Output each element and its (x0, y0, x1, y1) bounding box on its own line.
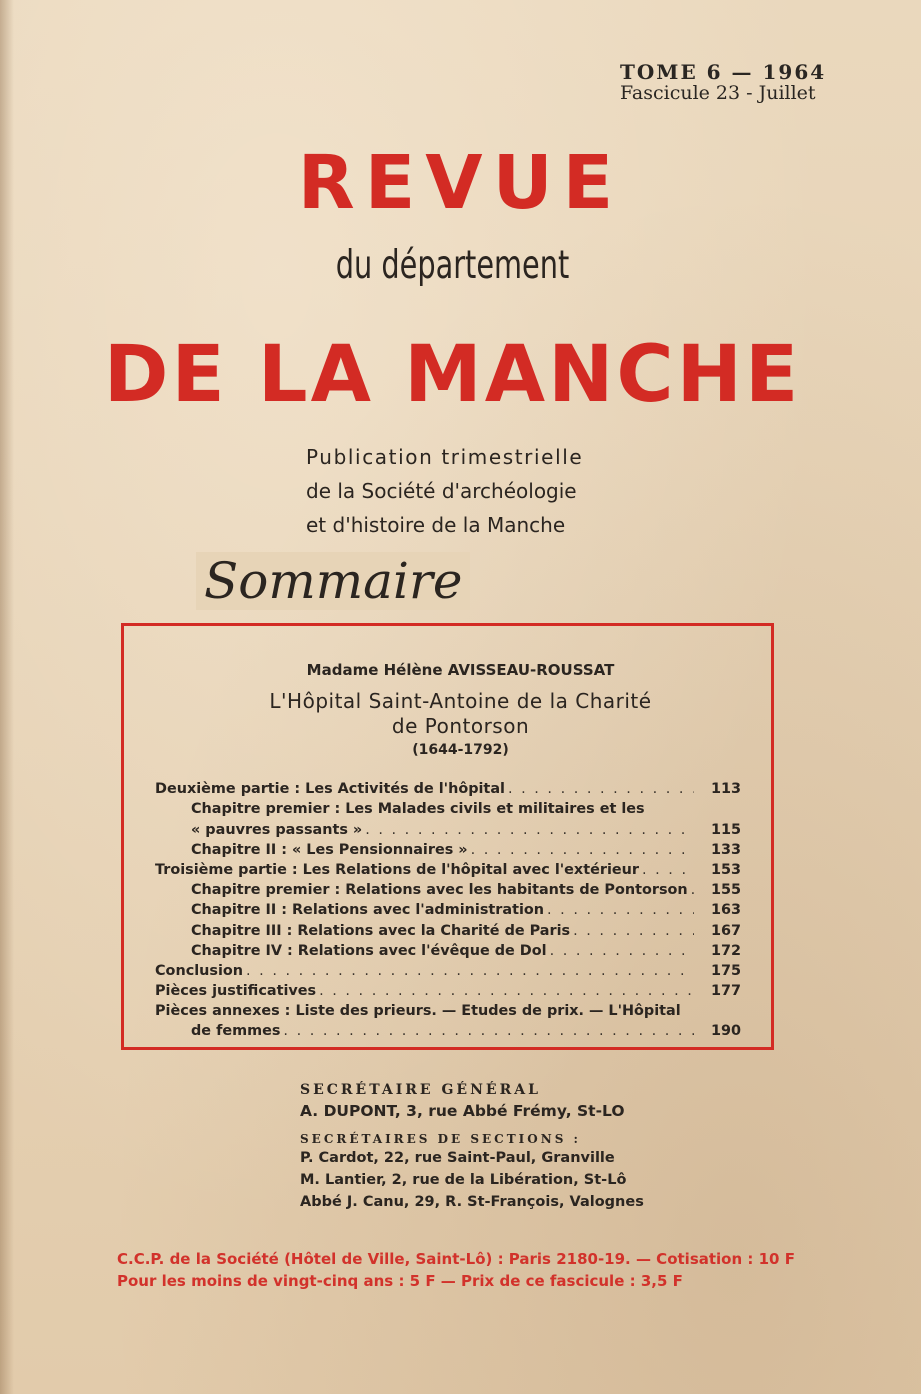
toc-leader-dots (319, 983, 694, 999)
toc-entry-text: Pièces annexes : Liste des prieurs. — Etudes de prix. — L'Hôpital (155, 1003, 681, 1020)
toc-page-number: 115 (710, 821, 741, 838)
toc-page-number: 155 (710, 882, 741, 899)
article-title-line: de Pontorson (391, 714, 530, 738)
toc-leader-dots (471, 842, 694, 858)
toc-entry-text: Troisième partie : Les Relations de l'hôpital avec l'extérieur (155, 861, 639, 878)
toc-leader-dots (283, 1023, 694, 1039)
toc-entry (155, 777, 741, 797)
title-revue: REVUE (297, 140, 624, 226)
toc-entry-text: de femmes (191, 1023, 281, 1040)
footer-ccp: C.C.P. de la Société (Hôtel de Ville, Saint-Lô) : Paris 2180-19. — Cotisation : 10 F (117, 1250, 795, 1268)
toc-entry-text: Chapitre premier : Relations avec les habitants de Pontorson (191, 882, 688, 899)
toc-page-number: 177 (710, 983, 741, 1000)
toc-entry (155, 858, 741, 878)
toc-leader-dots (365, 822, 694, 838)
fascicule: Fascicule 23 - Juillet (620, 82, 816, 104)
toc-page-number: 167 (710, 922, 741, 939)
toc-page-number: 175 (710, 962, 741, 979)
toc-entry (155, 1019, 741, 1039)
article-dates: (1644-1792) (412, 742, 509, 758)
toc-leader-dots (642, 862, 694, 878)
toc-entry-text: Chapitre IV : Relations avec l'évêque de Dol (191, 942, 547, 959)
footer-prices: Pour les moins de vingt-cinq ans : 5 F — Prix de ce fascicule : 3,5 F (117, 1272, 683, 1290)
secretariat (300, 1082, 644, 1210)
toc-entry-text: Pièces justificatives (155, 983, 317, 1000)
toc-entry-text: Deuxième partie : Les Activités de l'hôpital (155, 781, 505, 798)
toc-entry (155, 918, 741, 938)
publication-description (306, 440, 583, 542)
toc-entry-text: « pauvres passants » (191, 821, 363, 838)
sommaire-heading: Sommaire (196, 552, 470, 610)
section-secretary: M. Lantier, 2, rue de la Libération, St-Lô (300, 1172, 627, 1188)
toc-entry-text: Chapitre III : Relations avec la Charité de Paris (191, 922, 571, 939)
toc-entry-text: Chapitre premier : Les Malades civils et militaires et les (191, 801, 645, 818)
toc-entry (155, 959, 741, 979)
secretaire-general: A. DUPONT, 3, rue Abbé Frémy, St-LO (300, 1102, 625, 1120)
title-du-departement: du département (335, 243, 570, 288)
toc-entry (155, 939, 741, 959)
toc-entry (155, 979, 741, 999)
toc-entry-text: Chapitre II : « Les Pensionnaires » (191, 841, 468, 858)
toc-page-number: 172 (710, 942, 741, 959)
article-title (0, 689, 921, 739)
toc-entry (155, 838, 741, 858)
publication-line: et d'histoire de la Manche (306, 513, 566, 537)
toc-entry (155, 797, 741, 817)
toc-page-number: 163 (710, 902, 741, 919)
section-secretary: P. Cardot, 22, rue Saint-Paul, Granville (300, 1150, 615, 1166)
article-title-line: L'Hôpital Saint-Antoine de la Charité (269, 689, 652, 713)
title-de-la-manche: DE LA MANCHE (103, 330, 802, 420)
toc-entry (155, 898, 741, 918)
toc-page-number: 153 (710, 861, 741, 878)
issue-info (620, 60, 840, 104)
secretaire-general-heading: SECRÉTAIRE GÉNÉRAL (300, 1082, 541, 1098)
toc-entry (155, 878, 741, 898)
toc-page-number: 133 (710, 841, 741, 858)
toc-leader-dots (573, 923, 694, 939)
tome-year: TOME 6 — 1964 (620, 60, 827, 84)
toc-entry-text: Conclusion (155, 962, 244, 979)
toc-page-number: 190 (710, 1023, 741, 1040)
table-of-contents (155, 777, 741, 1039)
toc-page-number: 113 (710, 781, 741, 798)
toc-leader-dots (547, 902, 694, 918)
publication-line: de la Société d'archéologie (306, 479, 577, 503)
secretaires-sections-heading: SECRÉTAIRES DE SECTIONS : (300, 1132, 581, 1146)
toc-leader-dots (508, 781, 694, 797)
toc-leader-dots (550, 943, 694, 959)
toc-entry (155, 817, 741, 837)
footer-info (117, 1248, 795, 1292)
publication-line: Publication trimestrielle (306, 445, 584, 469)
article-author: Madame Hélène AVISSEAU-ROUSSAT (306, 661, 615, 679)
toc-entry-text: Chapitre II : Relations avec l'administration (191, 902, 545, 919)
toc-leader-dots (246, 963, 694, 979)
toc-leader-dots (691, 882, 694, 898)
toc-entry (155, 999, 741, 1019)
section-secretary: Abbé J. Canu, 29, R. St-François, Valognes (300, 1194, 644, 1210)
